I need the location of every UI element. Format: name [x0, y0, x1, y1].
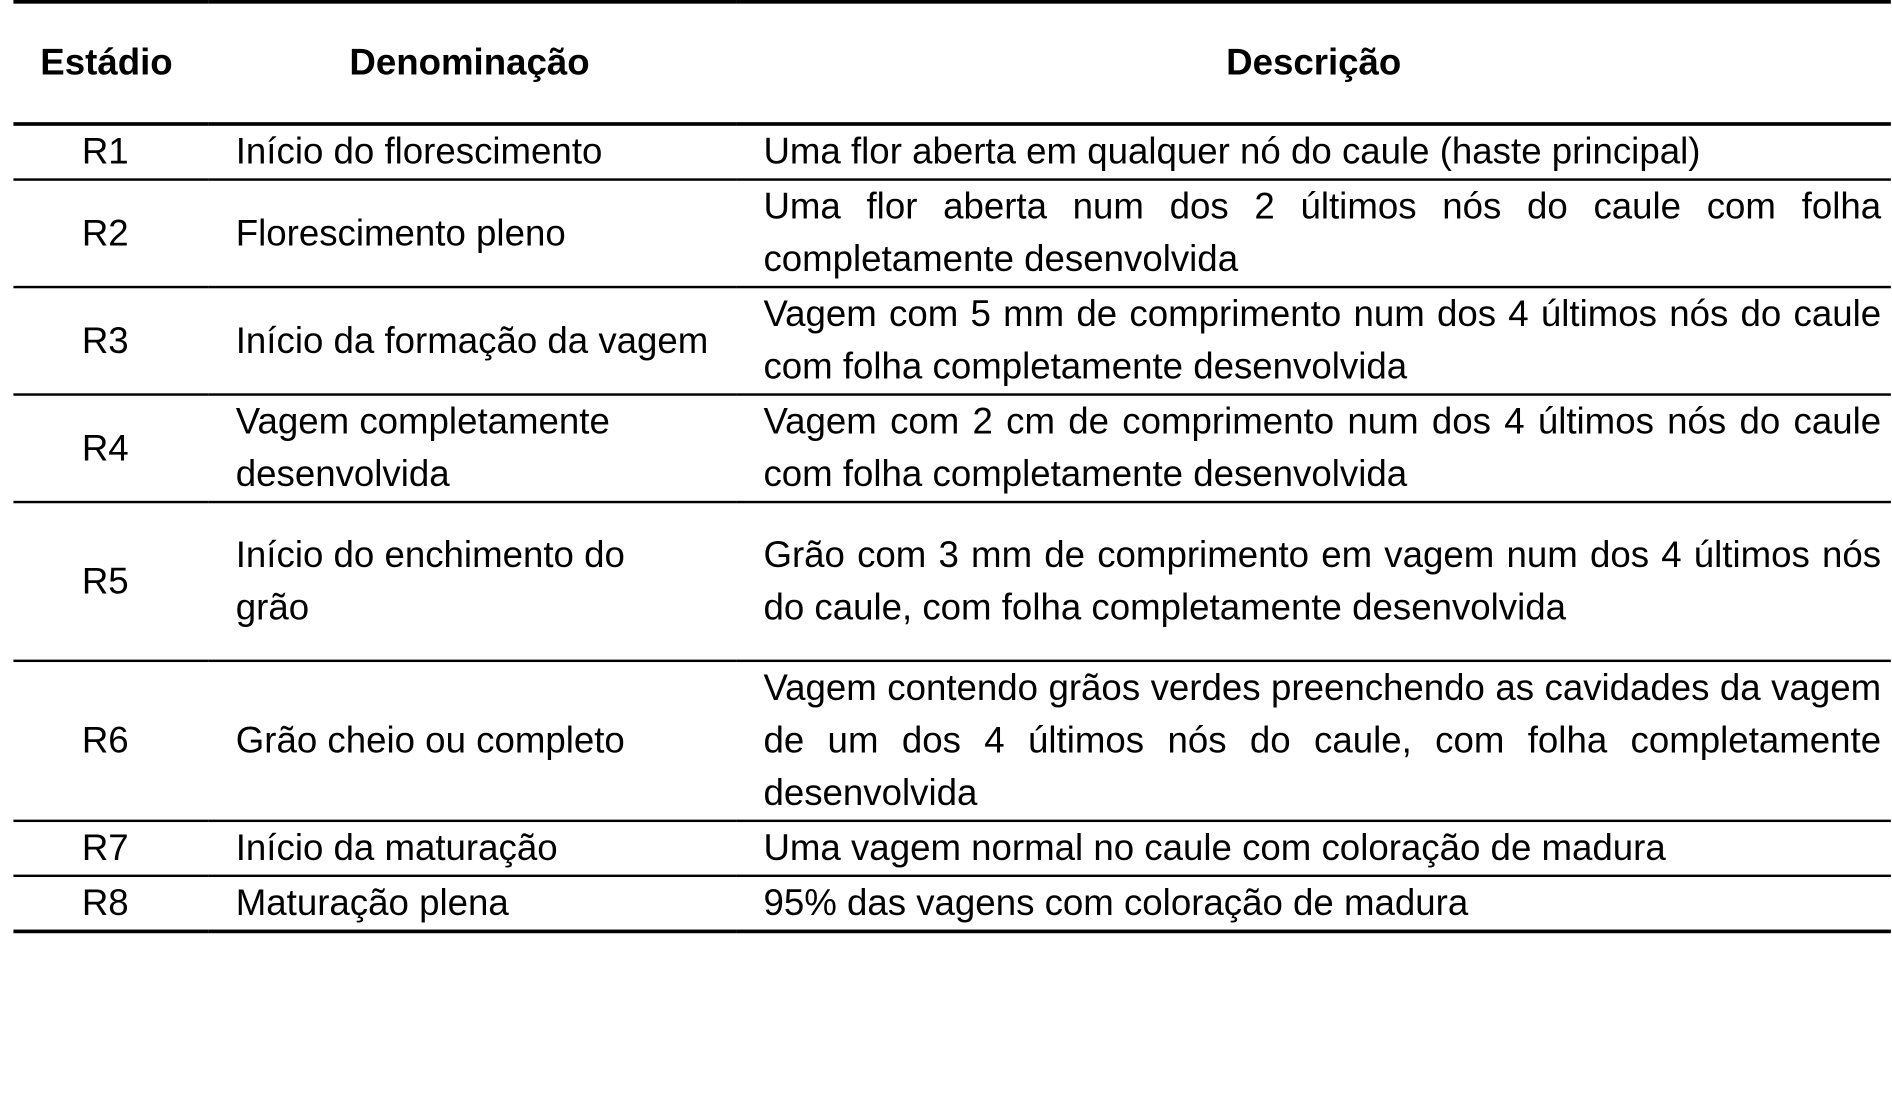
- stage-description: Uma flor aberta num dos 2 últimos nós do caule com folha completamente desenvolvida: [737, 180, 1891, 287]
- stage-name: Início da maturação: [209, 821, 737, 876]
- stage-code: R1: [13, 124, 208, 180]
- stage-code: R4: [13, 395, 208, 502]
- table-row: [13, 395, 1890, 502]
- stage-name: Grão cheio ou completo: [209, 661, 737, 821]
- stage-code: R7: [13, 821, 208, 876]
- stage-code: R5: [13, 502, 208, 661]
- table-row: [13, 661, 1890, 821]
- table-row: [13, 287, 1890, 394]
- table-row: [13, 876, 1890, 932]
- stage-name: Início do enchimento do grão: [209, 502, 737, 661]
- stage-description: Grão com 3 mm de comprimento em vagem num dos 4 últimos nós do caule, com folha completamente desenvolvida: [737, 502, 1891, 661]
- stage-description: Vagem com 5 mm de comprimento num dos 4 últimos nós do caule com folha completamente desenvolvida: [737, 287, 1891, 394]
- stage-name: Florescimento pleno: [209, 180, 737, 287]
- stage-description: Vagem com 2 cm de comprimento num dos 4 últimos nós do caule com folha completamente desenvolvida: [737, 395, 1891, 502]
- stage-code: R6: [13, 661, 208, 821]
- stage-description: Vagem contendo grãos verdes preenchendo as cavidades da vagem de um dos 4 últimos nós do caule, com folha completamente desenvolvida: [737, 661, 1891, 821]
- stage-description: Uma flor aberta em qualquer nó do caule (haste principal): [737, 124, 1891, 180]
- stage-name: Maturação plena: [209, 876, 737, 932]
- stage-code: R2: [13, 180, 208, 287]
- stage-code: R8: [13, 876, 208, 932]
- stage-description: Uma vagem normal no caule com coloração de madura: [737, 821, 1891, 876]
- stage-name: Início do florescimento: [209, 124, 737, 180]
- header-description: Descrição: [737, 2, 1891, 124]
- table-body: [13, 124, 1890, 931]
- stage-name: Vagem completamente desenvolvida: [209, 395, 737, 502]
- stage-description: 95% das vagens com coloração de madura: [737, 876, 1891, 932]
- table-row: [13, 124, 1890, 180]
- table-header: [13, 2, 1890, 124]
- stage-code: R3: [13, 287, 208, 394]
- header-stage: Estádio: [13, 2, 208, 124]
- table-row: [13, 821, 1890, 876]
- stage-name: Início da formação da vagem: [209, 287, 737, 394]
- reproductive-stages-table: [13, 0, 1890, 933]
- table-row: [13, 180, 1890, 287]
- table-row: [13, 502, 1890, 661]
- header-name: Denominação: [209, 2, 737, 124]
